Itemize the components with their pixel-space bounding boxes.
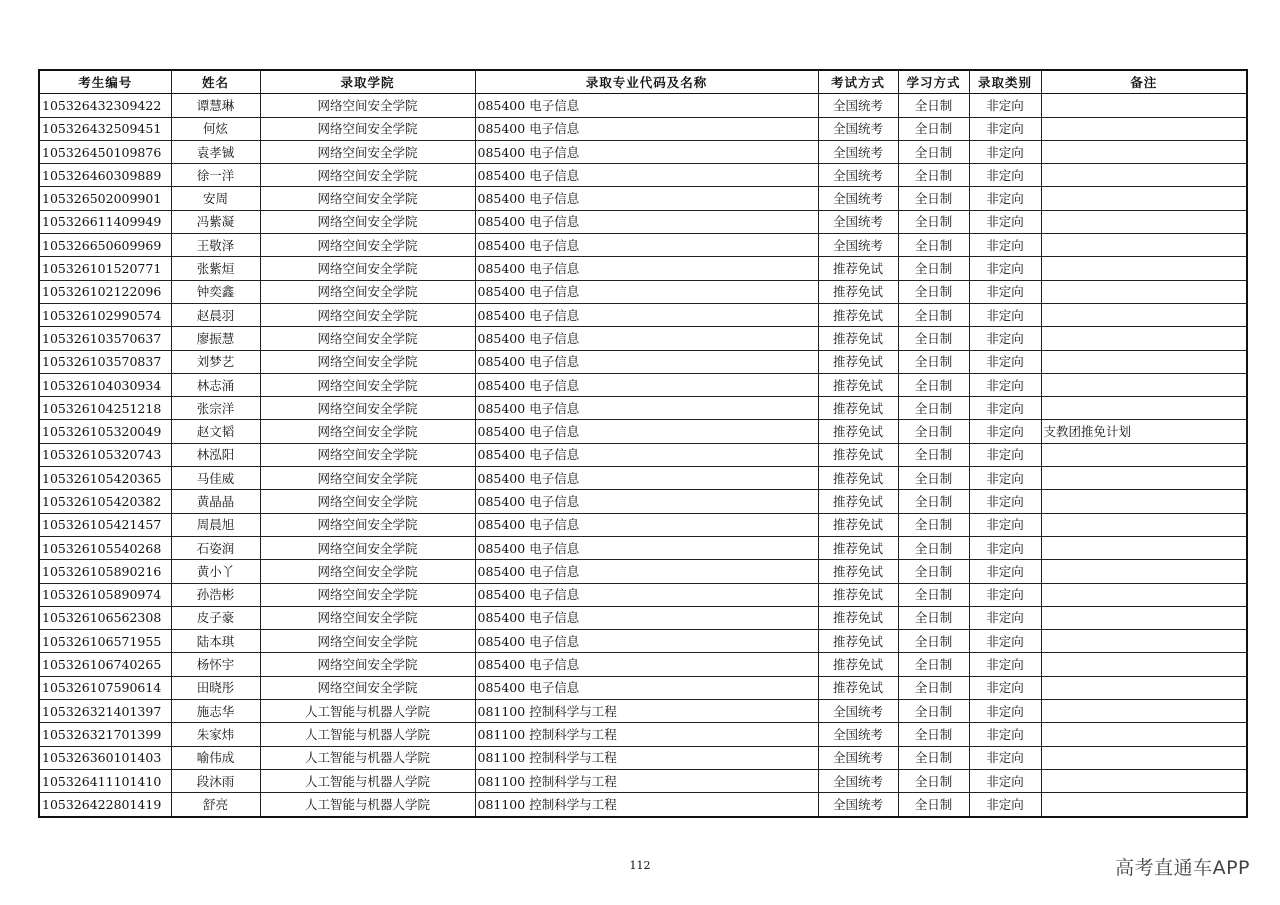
cell-exam-method: 推荐免试 (818, 327, 898, 350)
cell-exam-method: 全国统考 (818, 700, 898, 723)
cell-exam-method: 全国统考 (818, 94, 898, 117)
cell-school: 网络空间安全学院 (260, 373, 475, 396)
cell-candidate-id: 105326104251218 (39, 397, 171, 420)
cell-school: 网络空间安全学院 (260, 490, 475, 513)
cell-major: 085400 电子信息 (475, 94, 818, 117)
header-school: 录取学院 (260, 70, 475, 94)
cell-remarks (1041, 630, 1247, 653)
cell-candidate-id: 105326502009901 (39, 187, 171, 210)
cell-study-mode: 全日制 (898, 350, 969, 373)
cell-major: 085400 电子信息 (475, 583, 818, 606)
cell-study-mode: 全日制 (898, 513, 969, 536)
cell-study-mode: 全日制 (898, 583, 969, 606)
table-row (39, 373, 1247, 396)
cell-major: 085400 电子信息 (475, 676, 818, 699)
cell-study-mode: 全日制 (898, 397, 969, 420)
cell-remarks (1041, 583, 1247, 606)
header-candidate-id: 考生编号 (39, 70, 171, 94)
cell-candidate-id: 105326103570637 (39, 327, 171, 350)
cell-school: 网络空间安全学院 (260, 606, 475, 629)
cell-major: 085400 电子信息 (475, 210, 818, 233)
cell-admission-type: 非定向 (969, 397, 1041, 420)
cell-study-mode: 全日制 (898, 560, 969, 583)
cell-name: 廖振慧 (171, 327, 260, 350)
cell-major: 085400 电子信息 (475, 397, 818, 420)
cell-admission-type: 非定向 (969, 467, 1041, 490)
cell-major: 085400 电子信息 (475, 187, 818, 210)
cell-candidate-id: 105326650609969 (39, 234, 171, 257)
cell-remarks (1041, 257, 1247, 280)
cell-remarks (1041, 187, 1247, 210)
cell-remarks (1041, 746, 1247, 769)
cell-major: 085400 电子信息 (475, 490, 818, 513)
cell-school: 网络空间安全学院 (260, 327, 475, 350)
cell-remarks: 支教团推免计划 (1041, 420, 1247, 443)
cell-exam-method: 推荐免试 (818, 443, 898, 466)
cell-remarks (1041, 373, 1247, 396)
cell-exam-method: 推荐免试 (818, 676, 898, 699)
cell-name: 冯紫凝 (171, 210, 260, 233)
header-exam-method: 考试方式 (818, 70, 898, 94)
cell-study-mode: 全日制 (898, 94, 969, 117)
cell-name: 赵文韬 (171, 420, 260, 443)
cell-school: 网络空间安全学院 (260, 513, 475, 536)
cell-name: 喻伟成 (171, 746, 260, 769)
cell-admission-type: 非定向 (969, 234, 1041, 257)
cell-exam-method: 全国统考 (818, 164, 898, 187)
cell-exam-method: 推荐免试 (818, 536, 898, 559)
cell-exam-method: 全国统考 (818, 793, 898, 817)
table-row (39, 257, 1247, 280)
cell-admission-type: 非定向 (969, 769, 1041, 792)
cell-exam-method: 推荐免试 (818, 513, 898, 536)
cell-exam-method: 全国统考 (818, 234, 898, 257)
cell-admission-type: 非定向 (969, 583, 1041, 606)
cell-school: 网络空间安全学院 (260, 467, 475, 490)
cell-admission-type: 非定向 (969, 373, 1041, 396)
cell-name: 袁孝铖 (171, 140, 260, 163)
cell-study-mode: 全日制 (898, 490, 969, 513)
cell-school: 网络空间安全学院 (260, 280, 475, 303)
cell-school: 人工智能与机器人学院 (260, 769, 475, 792)
header-name: 姓名 (171, 70, 260, 94)
cell-remarks (1041, 490, 1247, 513)
cell-major: 085400 电子信息 (475, 303, 818, 326)
table-row (39, 513, 1247, 536)
cell-remarks (1041, 303, 1247, 326)
cell-candidate-id: 105326101520771 (39, 257, 171, 280)
cell-exam-method: 推荐免试 (818, 630, 898, 653)
cell-major: 085400 电子信息 (475, 164, 818, 187)
cell-remarks (1041, 769, 1247, 792)
cell-major: 085400 电子信息 (475, 140, 818, 163)
cell-study-mode: 全日制 (898, 327, 969, 350)
table-row (39, 280, 1247, 303)
cell-name: 周晨旭 (171, 513, 260, 536)
cell-major: 085400 电子信息 (475, 257, 818, 280)
cell-major: 085400 电子信息 (475, 606, 818, 629)
cell-school: 网络空间安全学院 (260, 187, 475, 210)
cell-study-mode: 全日制 (898, 467, 969, 490)
header-remarks: 备注 (1041, 70, 1247, 94)
cell-study-mode: 全日制 (898, 257, 969, 280)
cell-study-mode: 全日制 (898, 676, 969, 699)
cell-major: 085400 电子信息 (475, 513, 818, 536)
cell-name: 王敬泽 (171, 234, 260, 257)
cell-study-mode: 全日制 (898, 769, 969, 792)
cell-candidate-id: 105326104030934 (39, 373, 171, 396)
cell-admission-type: 非定向 (969, 490, 1041, 513)
table-row (39, 94, 1247, 117)
cell-admission-type: 非定向 (969, 630, 1041, 653)
cell-school: 网络空间安全学院 (260, 303, 475, 326)
cell-major: 085400 电子信息 (475, 234, 818, 257)
cell-study-mode: 全日制 (898, 280, 969, 303)
cell-study-mode: 全日制 (898, 700, 969, 723)
table-row (39, 443, 1247, 466)
cell-candidate-id: 105326611409949 (39, 210, 171, 233)
cell-admission-type: 非定向 (969, 303, 1041, 326)
cell-name: 舒亮 (171, 793, 260, 817)
cell-study-mode: 全日制 (898, 140, 969, 163)
cell-name: 林泓阳 (171, 443, 260, 466)
cell-admission-type: 非定向 (969, 350, 1041, 373)
table-row (39, 467, 1247, 490)
cell-major: 085400 电子信息 (475, 536, 818, 559)
cell-exam-method: 推荐免试 (818, 257, 898, 280)
cell-school: 人工智能与机器人学院 (260, 793, 475, 817)
cell-study-mode: 全日制 (898, 187, 969, 210)
table-row (39, 117, 1247, 140)
cell-exam-method: 全国统考 (818, 210, 898, 233)
cell-candidate-id: 105326450109876 (39, 140, 171, 163)
table-row (39, 140, 1247, 163)
cell-exam-method: 推荐免试 (818, 373, 898, 396)
cell-candidate-id: 105326102990574 (39, 303, 171, 326)
table-row (39, 420, 1247, 443)
cell-admission-type: 非定向 (969, 700, 1041, 723)
cell-candidate-id: 105326102122096 (39, 280, 171, 303)
table-row (39, 327, 1247, 350)
cell-school: 网络空间安全学院 (260, 257, 475, 280)
cell-admission-type: 非定向 (969, 327, 1041, 350)
table-row (39, 676, 1247, 699)
cell-major: 085400 电子信息 (475, 117, 818, 140)
cell-exam-method: 推荐免试 (818, 350, 898, 373)
cell-remarks (1041, 700, 1247, 723)
cell-remarks (1041, 140, 1247, 163)
cell-school: 网络空间安全学院 (260, 420, 475, 443)
cell-admission-type: 非定向 (969, 746, 1041, 769)
cell-exam-method: 推荐免试 (818, 583, 898, 606)
cell-remarks (1041, 164, 1247, 187)
cell-admission-type: 非定向 (969, 536, 1041, 559)
table-row (39, 536, 1247, 559)
cell-remarks (1041, 653, 1247, 676)
cell-admission-type: 非定向 (969, 723, 1041, 746)
cell-study-mode: 全日制 (898, 536, 969, 559)
table-row (39, 769, 1247, 792)
cell-study-mode: 全日制 (898, 164, 969, 187)
cell-admission-type: 非定向 (969, 513, 1041, 536)
cell-remarks (1041, 443, 1247, 466)
cell-name: 谭慧琳 (171, 94, 260, 117)
table-row (39, 606, 1247, 629)
cell-candidate-id: 105326411101410 (39, 769, 171, 792)
cell-name: 张紫烜 (171, 257, 260, 280)
cell-school: 网络空间安全学院 (260, 140, 475, 163)
table-row (39, 234, 1247, 257)
cell-name: 石姿润 (171, 536, 260, 559)
cell-candidate-id: 105326105420365 (39, 467, 171, 490)
cell-school: 网络空间安全学院 (260, 94, 475, 117)
cell-name: 段沐雨 (171, 769, 260, 792)
cell-admission-type: 非定向 (969, 117, 1041, 140)
cell-admission-type: 非定向 (969, 560, 1041, 583)
cell-study-mode: 全日制 (898, 653, 969, 676)
cell-admission-type: 非定向 (969, 420, 1041, 443)
watermark-logo-text: 高考直通车APP (1115, 857, 1250, 879)
cell-admission-type: 非定向 (969, 653, 1041, 676)
cell-remarks (1041, 94, 1247, 117)
cell-school: 人工智能与机器人学院 (260, 700, 475, 723)
cell-candidate-id: 105326105540268 (39, 536, 171, 559)
cell-major: 081100 控制科学与工程 (475, 746, 818, 769)
cell-remarks (1041, 234, 1247, 257)
cell-exam-method: 推荐免试 (818, 560, 898, 583)
cell-school: 网络空间安全学院 (260, 560, 475, 583)
cell-exam-method: 推荐免试 (818, 280, 898, 303)
cell-study-mode: 全日制 (898, 746, 969, 769)
table-row (39, 630, 1247, 653)
cell-candidate-id: 105326460309889 (39, 164, 171, 187)
cell-exam-method: 推荐免试 (818, 606, 898, 629)
table-row (39, 303, 1247, 326)
cell-school: 网络空间安全学院 (260, 630, 475, 653)
cell-exam-method: 全国统考 (818, 723, 898, 746)
cell-name: 安周 (171, 187, 260, 210)
cell-study-mode: 全日制 (898, 420, 969, 443)
cell-school: 网络空间安全学院 (260, 676, 475, 699)
cell-name: 孙浩彬 (171, 583, 260, 606)
cell-candidate-id: 105326105890974 (39, 583, 171, 606)
cell-study-mode: 全日制 (898, 210, 969, 233)
cell-major: 085400 电子信息 (475, 467, 818, 490)
cell-admission-type: 非定向 (969, 210, 1041, 233)
cell-exam-method: 全国统考 (818, 187, 898, 210)
cell-study-mode: 全日制 (898, 303, 969, 326)
cell-name: 马佳威 (171, 467, 260, 490)
table-row (39, 653, 1247, 676)
cell-candidate-id: 105326107590614 (39, 676, 171, 699)
cell-remarks (1041, 327, 1247, 350)
table-row (39, 350, 1247, 373)
cell-exam-method: 推荐免试 (818, 397, 898, 420)
cell-name: 黄小丫 (171, 560, 260, 583)
cell-study-mode: 全日制 (898, 606, 969, 629)
cell-admission-type: 非定向 (969, 606, 1041, 629)
cell-admission-type: 非定向 (969, 676, 1041, 699)
cell-candidate-id: 105326422801419 (39, 793, 171, 817)
cell-remarks (1041, 606, 1247, 629)
table-row (39, 700, 1247, 723)
cell-study-mode: 全日制 (898, 234, 969, 257)
cell-exam-method: 全国统考 (818, 140, 898, 163)
cell-candidate-id: 105326432309422 (39, 94, 171, 117)
table-row (39, 793, 1247, 817)
table-body (39, 94, 1247, 817)
cell-exam-method: 全国统考 (818, 117, 898, 140)
cell-admission-type: 非定向 (969, 793, 1041, 817)
table-row (39, 583, 1247, 606)
cell-major: 085400 电子信息 (475, 653, 818, 676)
cell-candidate-id: 105326105421457 (39, 513, 171, 536)
cell-school: 人工智能与机器人学院 (260, 723, 475, 746)
table-row (39, 210, 1247, 233)
table-row (39, 746, 1247, 769)
cell-school: 网络空间安全学院 (260, 234, 475, 257)
cell-exam-method: 推荐免试 (818, 467, 898, 490)
cell-major: 085400 电子信息 (475, 630, 818, 653)
table-row (39, 164, 1247, 187)
table-row (39, 397, 1247, 420)
cell-major: 081100 控制科学与工程 (475, 793, 818, 817)
cell-remarks (1041, 210, 1247, 233)
cell-school: 网络空间安全学院 (260, 210, 475, 233)
table-row (39, 560, 1247, 583)
cell-exam-method: 推荐免试 (818, 303, 898, 326)
cell-remarks (1041, 560, 1247, 583)
cell-study-mode: 全日制 (898, 723, 969, 746)
table-row (39, 723, 1247, 746)
header-study-mode: 学习方式 (898, 70, 969, 94)
cell-candidate-id: 105326360101403 (39, 746, 171, 769)
cell-name: 徐一洋 (171, 164, 260, 187)
table-row (39, 490, 1247, 513)
cell-name: 黄晶晶 (171, 490, 260, 513)
cell-major: 085400 电子信息 (475, 420, 818, 443)
cell-candidate-id: 105326103570837 (39, 350, 171, 373)
cell-school: 网络空间安全学院 (260, 653, 475, 676)
cell-major: 085400 电子信息 (475, 327, 818, 350)
cell-remarks (1041, 793, 1247, 817)
cell-major: 085400 电子信息 (475, 560, 818, 583)
cell-remarks (1041, 467, 1247, 490)
cell-school: 网络空间安全学院 (260, 397, 475, 420)
cell-remarks (1041, 723, 1247, 746)
cell-study-mode: 全日制 (898, 373, 969, 396)
cell-exam-method: 推荐免试 (818, 653, 898, 676)
cell-school: 人工智能与机器人学院 (260, 746, 475, 769)
cell-remarks (1041, 676, 1247, 699)
cell-candidate-id: 105326105320049 (39, 420, 171, 443)
cell-candidate-id: 105326321401397 (39, 700, 171, 723)
cell-admission-type: 非定向 (969, 443, 1041, 466)
cell-candidate-id: 105326105420382 (39, 490, 171, 513)
cell-name: 何炫 (171, 117, 260, 140)
cell-study-mode: 全日制 (898, 630, 969, 653)
cell-candidate-id: 105326105890216 (39, 560, 171, 583)
cell-name: 钟奕鑫 (171, 280, 260, 303)
cell-remarks (1041, 513, 1247, 536)
cell-school: 网络空间安全学院 (260, 536, 475, 559)
cell-exam-method: 推荐免试 (818, 420, 898, 443)
cell-candidate-id: 105326106740265 (39, 653, 171, 676)
cell-name: 林志涌 (171, 373, 260, 396)
cell-major: 085400 电子信息 (475, 443, 818, 466)
cell-remarks (1041, 397, 1247, 420)
cell-major: 081100 控制科学与工程 (475, 723, 818, 746)
cell-study-mode: 全日制 (898, 793, 969, 817)
cell-name: 陆本琪 (171, 630, 260, 653)
cell-remarks (1041, 536, 1247, 559)
cell-name: 刘梦艺 (171, 350, 260, 373)
cell-exam-method: 全国统考 (818, 746, 898, 769)
cell-school: 网络空间安全学院 (260, 117, 475, 140)
cell-remarks (1041, 280, 1247, 303)
cell-admission-type: 非定向 (969, 140, 1041, 163)
cell-study-mode: 全日制 (898, 117, 969, 140)
cell-exam-method: 全国统考 (818, 769, 898, 792)
cell-candidate-id: 105326105320743 (39, 443, 171, 466)
cell-candidate-id: 105326106571955 (39, 630, 171, 653)
cell-name: 施志华 (171, 700, 260, 723)
cell-candidate-id: 105326106562308 (39, 606, 171, 629)
header-admission-type: 录取类别 (969, 70, 1041, 94)
cell-name: 皮子豪 (171, 606, 260, 629)
cell-admission-type: 非定向 (969, 187, 1041, 210)
cell-school: 网络空间安全学院 (260, 443, 475, 466)
cell-major: 081100 控制科学与工程 (475, 700, 818, 723)
header-major: 录取专业代码及名称 (475, 70, 818, 94)
cell-candidate-id: 105326432509451 (39, 117, 171, 140)
cell-name: 赵晨羽 (171, 303, 260, 326)
cell-candidate-id: 105326321701399 (39, 723, 171, 746)
page-number: 112 (629, 859, 651, 872)
cell-remarks (1041, 117, 1247, 140)
table-row (39, 187, 1247, 210)
cell-major: 085400 电子信息 (475, 280, 818, 303)
table-header-row (39, 70, 1247, 94)
cell-school: 网络空间安全学院 (260, 583, 475, 606)
cell-name: 张宗洋 (171, 397, 260, 420)
cell-exam-method: 推荐免试 (818, 490, 898, 513)
cell-study-mode: 全日制 (898, 443, 969, 466)
cell-name: 田晓彤 (171, 676, 260, 699)
cell-major: 081100 控制科学与工程 (475, 769, 818, 792)
cell-admission-type: 非定向 (969, 94, 1041, 117)
cell-major: 085400 电子信息 (475, 373, 818, 396)
cell-admission-type: 非定向 (969, 164, 1041, 187)
cell-name: 杨怀宇 (171, 653, 260, 676)
cell-remarks (1041, 350, 1247, 373)
cell-major: 085400 电子信息 (475, 350, 818, 373)
cell-school: 网络空间安全学院 (260, 164, 475, 187)
admission-table (38, 69, 1248, 818)
cell-name: 朱家炜 (171, 723, 260, 746)
cell-school: 网络空间安全学院 (260, 350, 475, 373)
cell-admission-type: 非定向 (969, 280, 1041, 303)
cell-admission-type: 非定向 (969, 257, 1041, 280)
